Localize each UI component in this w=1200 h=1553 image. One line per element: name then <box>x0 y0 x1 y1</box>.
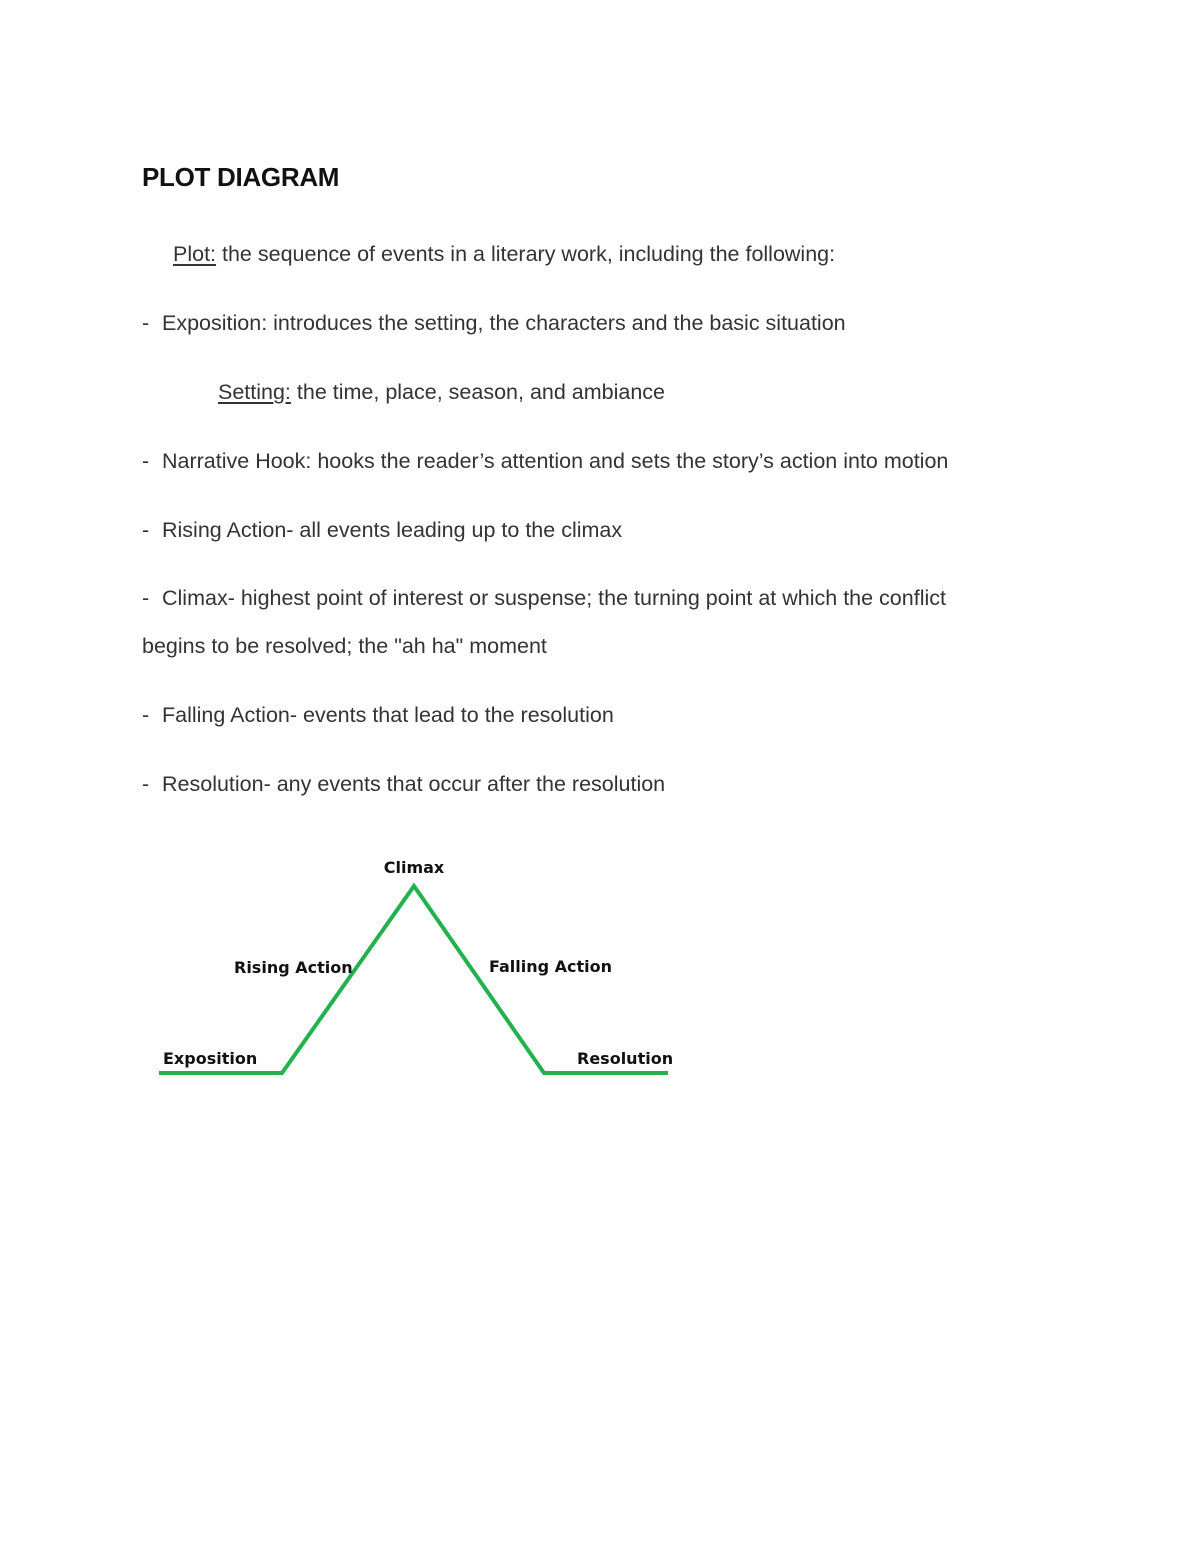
plot-line <box>161 886 666 1073</box>
setting-definition-text: the time, place, season, and ambiance <box>290 380 666 404</box>
list-item-rising-action <box>142 516 622 544</box>
rising-action-label: Rising Action <box>234 958 353 977</box>
plot-definition-text: the sequence of events in a literary work, including the following: <box>216 242 836 266</box>
list-item-resolution <box>142 770 665 798</box>
climax-label: Climax <box>383 858 445 877</box>
plot-diagram <box>150 850 690 1090</box>
narrative-hook-text: Narrative Hook: hooks the reader’s attention and sets the story’s action into motion <box>162 449 949 473</box>
list-item-climax <box>142 584 946 612</box>
bullet-dash: - <box>142 518 150 542</box>
resolution-label: Resolution <box>577 1049 674 1068</box>
plot-diagram-svg <box>150 850 690 1090</box>
bullet-dash: - <box>142 449 150 473</box>
list-item-narrative-hook <box>142 447 948 475</box>
bullet-dash: - <box>142 703 150 727</box>
bullet-dash: - <box>142 311 150 335</box>
bullet-dash: - <box>142 772 150 796</box>
resolution-text: Resolution- any events that occur after the resolution <box>162 772 666 796</box>
list-item-exposition <box>142 309 846 337</box>
climax-text-line2: begins to be resolved; the "ah ha" moment <box>142 634 547 658</box>
rising-action-text: Rising Action- all events leading up to the climax <box>162 518 623 542</box>
setting-term: Setting: <box>218 380 291 404</box>
climax-text-line1: Climax- highest point of interest or suspense; the turning point at which the conflict <box>162 586 946 610</box>
exposition-text: Exposition: introduces the setting, the characters and the basic situation <box>162 311 846 335</box>
plot-definition <box>173 240 835 268</box>
page-title: PLOT DIAGRAM <box>142 162 340 192</box>
bullet-dash: - <box>142 586 150 610</box>
falling-action-label: Falling Action <box>489 957 613 976</box>
setting-definition <box>218 378 665 406</box>
falling-action-text: Falling Action- events that lead to the resolution <box>162 703 614 727</box>
exposition-label: Exposition <box>163 1049 258 1068</box>
plot-term: Plot: <box>173 242 217 266</box>
list-item-falling-action <box>142 701 614 729</box>
